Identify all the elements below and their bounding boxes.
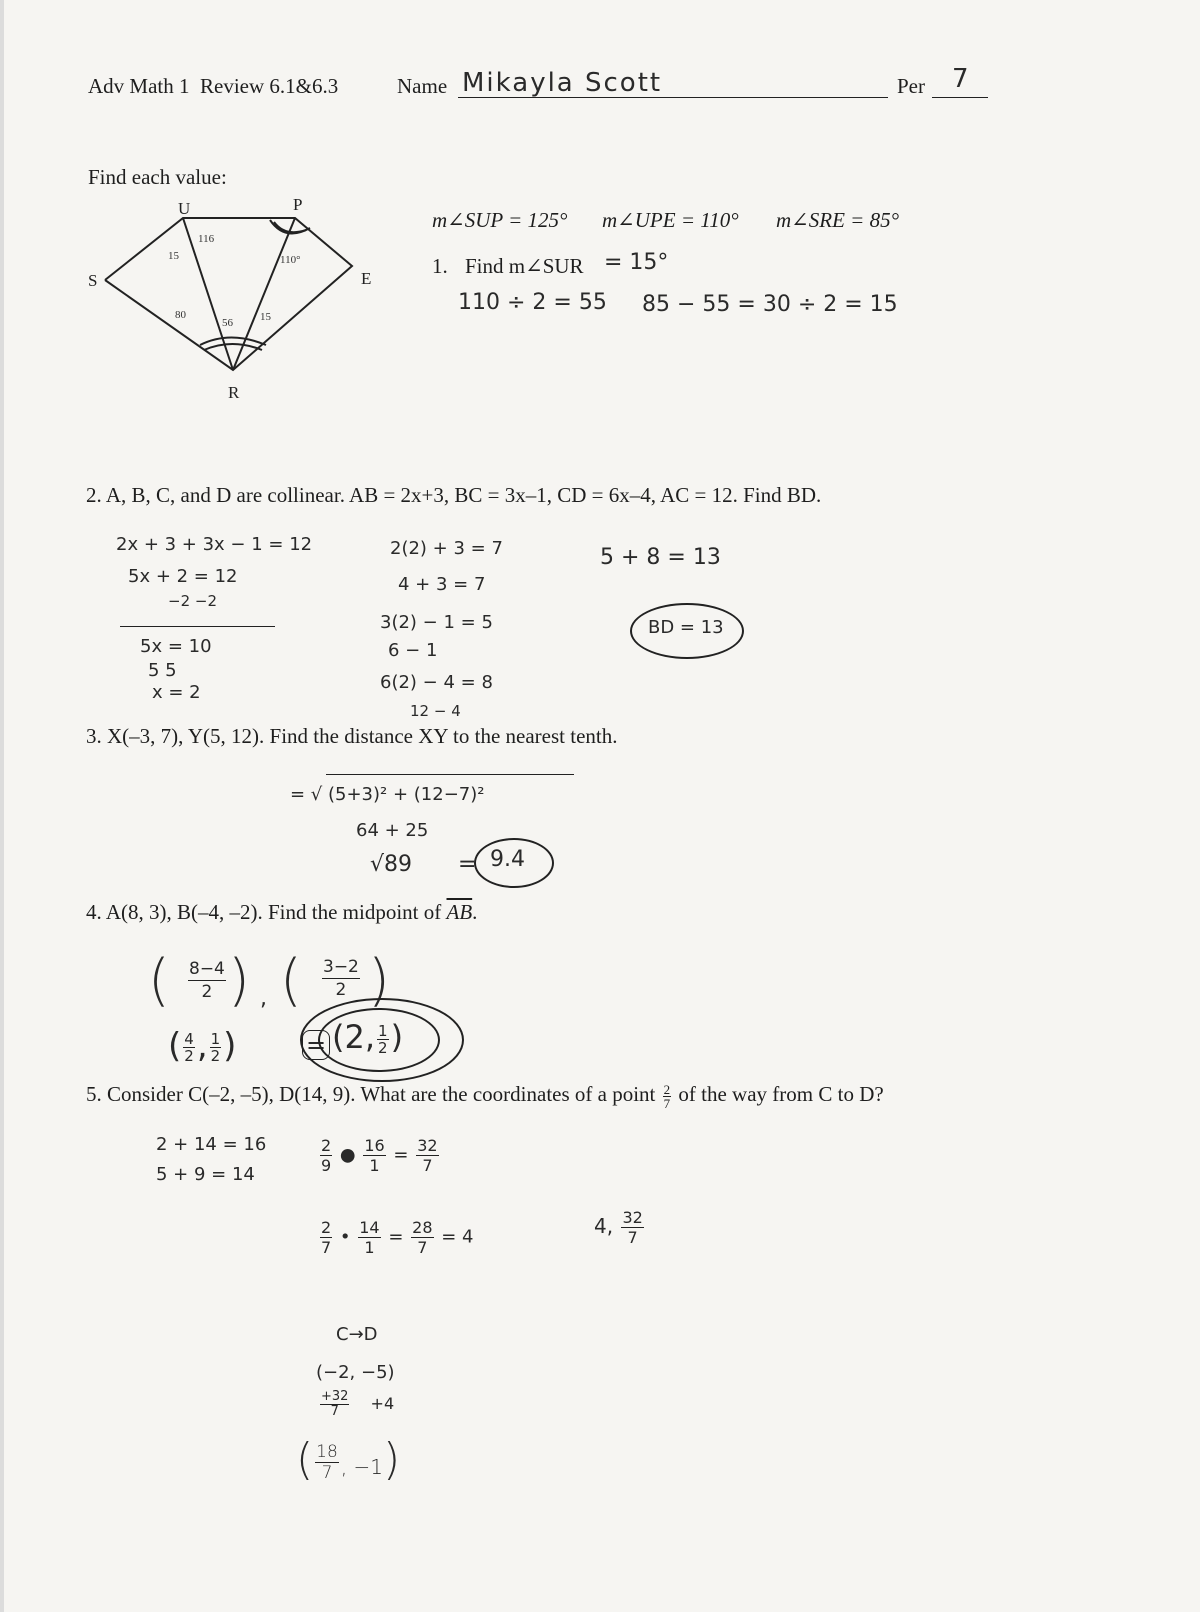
q5-prompt xyxy=(86,1082,884,1110)
mark-56: 56 xyxy=(222,317,233,329)
q1-prompt: Find m∠SUR xyxy=(465,254,584,278)
q5-final-y: , −1 xyxy=(340,1455,384,1479)
q5-m2-b-num: 14 xyxy=(359,1218,380,1237)
q1-work-b: 85 − 55 = 30 ÷ 2 = 15 xyxy=(642,292,898,317)
mark-80: 80 xyxy=(175,309,186,321)
q5-m2-a-den: 7 xyxy=(321,1238,332,1257)
q5-m1-r-den: 7 xyxy=(422,1156,433,1175)
label-e: E xyxy=(361,269,372,288)
q4-answer-y-den: 2 xyxy=(378,1038,388,1057)
q2-col2-line6: 12 − 4 xyxy=(410,702,461,720)
given-sre: m∠SRE = 85° xyxy=(776,208,899,232)
q5-coord-num: 32 xyxy=(622,1208,643,1227)
q4-frac1 xyxy=(186,958,228,1003)
label-r: R xyxy=(228,383,240,402)
q3-answer: 9.4 xyxy=(490,847,525,872)
q5-coord xyxy=(594,1208,646,1247)
name-value: Mikayla Scott xyxy=(462,68,663,98)
q2-col2-line2: 4 + 3 = 7 xyxy=(398,574,486,595)
q4-prompt-end: . xyxy=(472,900,478,924)
q5-m2-b-den: 1 xyxy=(364,1238,375,1257)
q4-prompt xyxy=(86,900,477,925)
q5-add-y: +4 xyxy=(370,1394,395,1413)
q2-col1-line2: 5x + 2 = 12 xyxy=(128,566,238,587)
q5-mult-1: $\frac{2}{9}$ ● $\frac{16}{1}$ = $\frac{32}{7}$ xyxy=(321,1136,438,1175)
given-upe: m∠UPE = 110° xyxy=(602,208,739,232)
label-s: S xyxy=(88,271,98,290)
q4-segment: $\overline{AB}$ xyxy=(446,900,473,924)
name-label: Name xyxy=(397,74,448,98)
q3-prompt: 3. X(–3, 7), Y(5, 12). Find the distance XY to the nearest tenth. xyxy=(86,724,618,748)
q5-add xyxy=(318,1390,394,1419)
q4-frac2-den: 2 xyxy=(335,980,347,1000)
q1-answer: = 15° xyxy=(604,250,669,275)
q5-m1-b-num: 16 xyxy=(364,1136,385,1155)
course-title xyxy=(88,74,338,99)
q2-col2-line4: 6 − 1 xyxy=(388,640,438,661)
q4-row2-a-num: 4 xyxy=(184,1030,194,1048)
q5-work-2: 5 + 9 = 14 xyxy=(156,1164,255,1185)
q5-work-1: 2 + 14 = 16 xyxy=(156,1134,267,1155)
q4-row2-b-num: 1 xyxy=(210,1030,221,1048)
q4-row2-b-den: 2 xyxy=(210,1047,221,1065)
q3-radical-bar xyxy=(326,774,574,775)
q5-m1-a-den: 9 xyxy=(321,1156,332,1175)
q5-cd: C→D xyxy=(336,1324,378,1345)
q4-paren-open-1: ( xyxy=(148,948,170,1013)
q4-frac2 xyxy=(320,956,362,1001)
q5-add-den: 7 xyxy=(330,1404,339,1419)
q4-frac2-num: 3−2 xyxy=(323,957,359,977)
q4-paren-close-2: ) xyxy=(368,948,390,1013)
angle-arc-r2 xyxy=(204,344,262,350)
q5-prompt-end: of the way from C to D? xyxy=(673,1082,884,1106)
per-label: Per xyxy=(897,74,925,98)
q1-work-a: 110 ÷ 2 = 55 xyxy=(458,290,607,315)
q1-number: 1. xyxy=(432,254,448,278)
review-label: Review 6.1&6.3 xyxy=(200,74,339,98)
q2-col1-line5: 5 5 xyxy=(148,660,177,681)
q2-col1-line3: −2 −2 xyxy=(168,592,217,610)
q3-root: = √ (5+3)² + (12−7)² xyxy=(290,784,485,805)
q5-final: ( $\frac{18}{7}$ , −1) xyxy=(296,1434,401,1485)
mark-116: 116 xyxy=(198,233,215,245)
q5-m2-r-num: 28 xyxy=(412,1218,433,1237)
q4-row2-a-den: 2 xyxy=(184,1047,194,1065)
label-p: P xyxy=(293,195,303,214)
q4-row2: ( $\frac{4}{2}$ , $\frac{1}{2}$ ) xyxy=(168,1026,237,1066)
q2-prompt: 2. A, B, C, and D are collinear. AB = 2x+3, BC = 3x–1, CD = 6x–4, AC = 12. Find BD. xyxy=(86,483,822,507)
q3-sqrt: √89 xyxy=(370,852,413,877)
q5-m2-r-den: 7 xyxy=(417,1238,428,1257)
q4-frac1-den: 2 xyxy=(201,982,213,1002)
q5-mult-2: $\frac{2}{7}$ • $\frac{14}{1}$ = $\frac{28}{7}$ = 4 xyxy=(321,1218,474,1257)
q4-paren-close-1: ) xyxy=(228,948,250,1013)
q5-m2-tail: = 4 xyxy=(441,1226,474,1248)
q5-m2-a-num: 2 xyxy=(321,1218,332,1237)
quadrilateral-diagram xyxy=(80,190,390,410)
scan-edge xyxy=(0,0,4,1612)
mark-15a: 15 xyxy=(168,250,179,262)
q5-frac-num: 2 xyxy=(663,1081,671,1097)
q2-col1-line6: x = 2 xyxy=(152,682,201,703)
q5-coord-den: 7 xyxy=(627,1228,638,1247)
q5-final-num: 18 xyxy=(316,1441,338,1462)
q5-final-den: 7 xyxy=(321,1462,333,1483)
given-sup: m∠SUP = 125° xyxy=(432,208,568,232)
q5-m1-a-num: 2 xyxy=(321,1136,332,1155)
q4-answer: (2, $\frac{1}{2}$ ) xyxy=(332,1018,404,1057)
q5-add-num: +32 xyxy=(321,1389,349,1404)
q4-frac1-num: 8−4 xyxy=(189,959,225,979)
mark-110: 110° xyxy=(280,254,301,266)
q4-answer-x: 2 xyxy=(344,1018,365,1056)
q2-divider xyxy=(120,626,275,627)
q3-step: 64 + 25 xyxy=(356,820,429,841)
diagonal-pr xyxy=(233,218,295,370)
q2-col2-line3: 3(2) − 1 = 5 xyxy=(380,612,493,633)
q2-col2-line1: 2(2) + 3 = 7 xyxy=(390,538,503,559)
q5-m1-r-num: 32 xyxy=(417,1136,438,1155)
label-u: U xyxy=(178,199,191,218)
q2-col1-line1: 2x + 3 + 3x − 1 = 12 xyxy=(116,534,313,555)
per-underline xyxy=(932,97,988,98)
q4-equals-box: = xyxy=(302,1030,330,1060)
per-value: 7 xyxy=(952,64,969,94)
section-title: Find each value: xyxy=(88,165,227,189)
q5-coord-x: 4, xyxy=(594,1214,614,1238)
q5-m1-b-den: 1 xyxy=(369,1156,380,1175)
course-label: Adv Math 1 xyxy=(88,74,190,98)
q4-paren-open-2: ( xyxy=(280,948,302,1013)
q5-start: (−2, −5) xyxy=(316,1362,395,1383)
q2-col2-line5: 6(2) − 4 = 8 xyxy=(380,672,493,693)
q2-col1-line4: 5x = 10 xyxy=(140,636,212,657)
q4-answer-y-num: 1 xyxy=(378,1021,388,1040)
q2-answer: BD = 13 xyxy=(648,617,724,638)
q4-comma: , xyxy=(260,986,267,1011)
q3-equals: = xyxy=(458,852,477,877)
q4-prompt-text: 4. A(8, 3), B(–4, –2). Find the midpoint of xyxy=(86,900,447,924)
q5-frac-den: 7 xyxy=(663,1095,671,1111)
q5-prompt-text: 5. Consider C(–2, –5), D(14, 9). What are the coordinates of a point xyxy=(86,1082,661,1106)
outline xyxy=(105,218,352,370)
mark-15b: 15 xyxy=(260,311,271,323)
q2-sum: 5 + 8 = 13 xyxy=(600,545,721,570)
